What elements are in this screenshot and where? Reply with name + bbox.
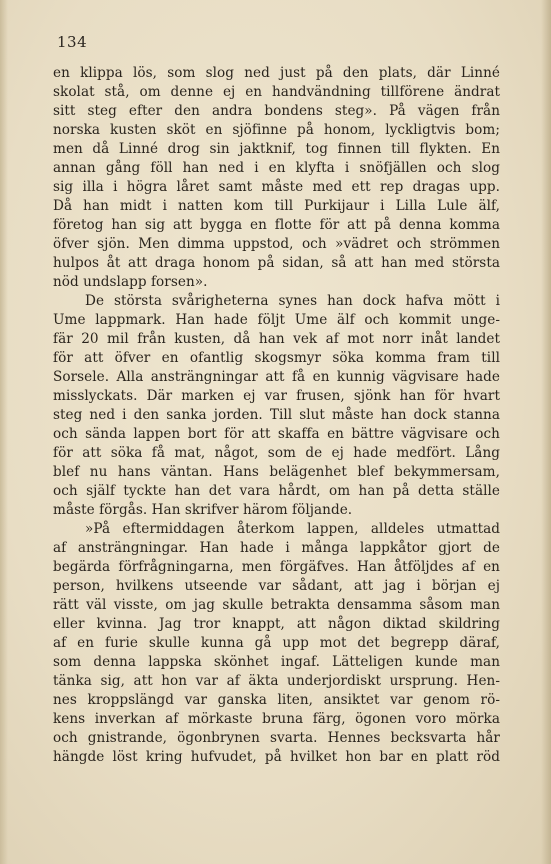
text-line: en klippa lös, som slog ned just på den plats, där Linné: [53, 65, 500, 81]
text-line: tänka sig, att hon var af äkta underjordiskt ursprung. Hen-: [53, 673, 500, 689]
text-line: måste förgås. Han skrifver härom följande.: [53, 502, 353, 518]
page-left-edge: [0, 0, 8, 864]
text-line: nes kroppslängd var ganska liten, ansiktet var genom rö-: [53, 692, 500, 708]
text-line: sig illa i högra låret samt måste med ett rep dragas upp.: [53, 179, 500, 195]
text-line: företog han sig att bygga en flotte för att på denna komma: [53, 217, 500, 233]
text-line: Ume lappmark. Han hade följt Ume älf och kommit unge-: [53, 312, 500, 328]
text-line: af ansträngningar. Han hade i många lappkåtor gjort de: [53, 540, 500, 556]
text-line: begärda förfrågningarna, men förgäfves. Han åtföljdes af en: [53, 559, 500, 575]
body-text: [53, 64, 500, 767]
text-line: skolat stå, om denne ej en handvändning tillförene ändrat: [53, 84, 500, 100]
text-line: som denna lappska skönhet ingaf. Lätteligen kunde man: [53, 654, 500, 670]
text-line: och sända lappen bort för att skaffa en bättre vägvisare och: [53, 426, 500, 442]
text-line: person, hvilkens utseende var sådant, att jag i början ej: [53, 578, 500, 594]
text-line: norska kusten sköt en sjöfinne på honom, lyckligtvis bom;: [53, 122, 500, 138]
text-line: rätt väl visste, om jag skulle betrakta densamma såsom man: [53, 597, 500, 613]
text-line: »På eftermiddagen återkom lappen, alldeles utmattad: [85, 521, 500, 537]
text-line: för att söka få mat, något, som de ej hade medfört. Lång: [53, 445, 500, 461]
text-line: De största svårigheterna synes han dock hafva mött i: [85, 293, 500, 309]
text-line: hulpos åt att draga honom på sidan, så att han med största: [53, 255, 500, 271]
page-number: 134: [57, 33, 88, 51]
text-line: nöd undslapp forsen».: [53, 274, 208, 290]
text-line: blef nu hans väntan. Hans belägenhet blef bekymmersam,: [53, 464, 500, 480]
text-line: fär 20 mil från kusten, då han vek af mot norr inåt landet: [53, 331, 500, 347]
text-line: Då han midt i natten kom till Purkijaur i Lilla Lule älf,: [53, 198, 500, 214]
text-line: steg ned i den sanka jorden. Till slut måste han dock stanna: [53, 407, 500, 423]
text-line: misslyckats. Där marken ej var frusen, sjönk han för hvart: [53, 388, 500, 404]
text-line: sitt steg efter den andra bondens steg». På vägen från: [53, 103, 500, 119]
text-line: Sorsele. Alla ansträngningar att få en kunnig vägvisare hade: [53, 369, 500, 385]
text-line: hängde löst kring hufvudet, på hvilket hon bar en platt röd: [53, 749, 500, 765]
text-line: men då Linné drog sin jaktknif, tog finnen till flykten. En: [53, 141, 500, 157]
text-line: af en furie skulle kunna gå upp mot det begrepp däraf,: [53, 635, 500, 651]
text-line: för att öfver en ofantlig skogsmyr söka komma fram till: [53, 350, 500, 366]
text-line: och själf tyckte han det vara hårdt, om han på detta ställe: [53, 483, 500, 499]
text-line: eller kvinna. Jag tror knappt, att någon diktad skildring: [53, 616, 500, 632]
text-line: och gnistrande, ögonbrynen svarta. Hennes becksvarta hår: [53, 730, 500, 746]
text-line: annan gång föll han ned i en klyfta i snöfjällen och slog: [53, 160, 500, 176]
page-right-edge: [541, 0, 551, 864]
text-line: kens inverkan af mörkaste bruna färg, ögonen voro mörka: [53, 711, 500, 727]
text-line: öfver sjön. Men dimma uppstod, och »vädret och strömmen: [53, 236, 500, 252]
